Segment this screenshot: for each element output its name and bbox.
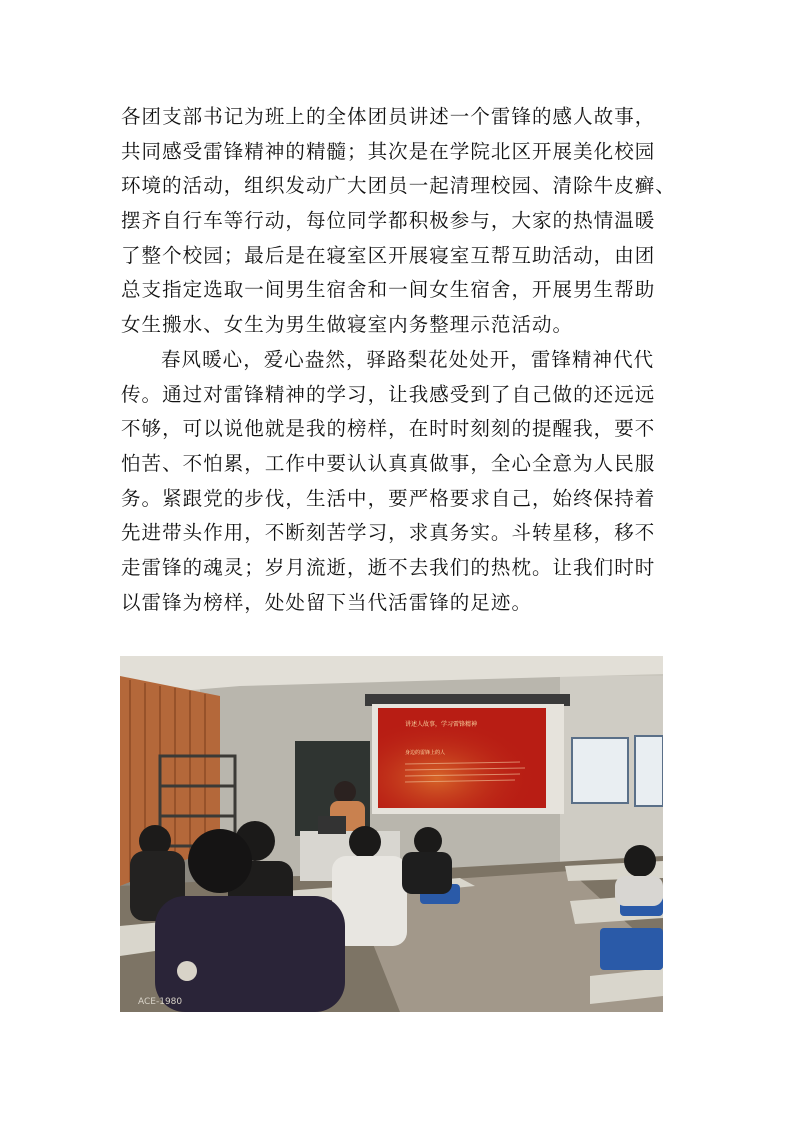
paragraph-2-line: 传。通过对雷锋精神的学习，让我感受到了自己做的还远远 [121, 382, 656, 406]
paragraph-1-line: 共同感受雷锋精神的精髓；其次是在学院北区开展美化校园 [121, 139, 656, 163]
paragraph-2-line: 怕苦、不怕累，工作中要认认真真做事，全心全意为人民服 [121, 451, 656, 475]
slide-title: 讲述人故事，学习雷锋精神 [405, 721, 478, 728]
paragraph-2-line: 不够，可以说他就是我的榜样，在时时刻刻的提醒我，要不 [121, 417, 656, 441]
paragraph-2-line: 春风暖心，爱心盎然，驿路梨花处处开，雷锋精神代代 [161, 347, 655, 371]
classroom-photo [120, 656, 663, 1012]
paragraph-1-line: 女生搬水、女生为男生做寝室内务整理示范活动。 [121, 313, 574, 337]
slide-subtitle: 身边的雷锋上的人 [405, 750, 446, 756]
paragraph-2-line: 以雷锋为榜样，处处留下当代活雷锋的足迹。 [121, 590, 533, 614]
body-text [121, 100, 681, 620]
paragraph-1-line: 总支指定选取一间男生宿舍和一间女生宿舍，开展男生帮助 [121, 278, 656, 302]
paragraph-1-line: 各团支部书记为班上的全体团员讲述一个雷锋的感人故事， [121, 105, 656, 128]
paragraph-2-line: 务。紧跟党的步伐，生活中，要严格要求自己，始终保持着 [121, 486, 656, 510]
paragraph-2-line: 先进带头作用，不断刻苦学习，求真务实。斗转星移，移不 [121, 521, 656, 545]
paragraph-2-line: 走雷锋的魂灵；岁月流逝，逝不去我们的热枕。让我们时时 [121, 555, 656, 579]
paragraph-1-line: 了整个校园；最后是在寝室区开展寝室互帮互助活动，由团 [121, 243, 656, 267]
paragraph-1-line: 环境的活动，组织发动广大团员一起清理校园、清除牛皮癣、 [121, 174, 676, 198]
shirt-text: ACE-1980 [138, 997, 183, 1007]
paragraph-1-line: 摆齐自行车等行动，每位同学都积极参与，大家的热情温暖 [121, 209, 656, 233]
